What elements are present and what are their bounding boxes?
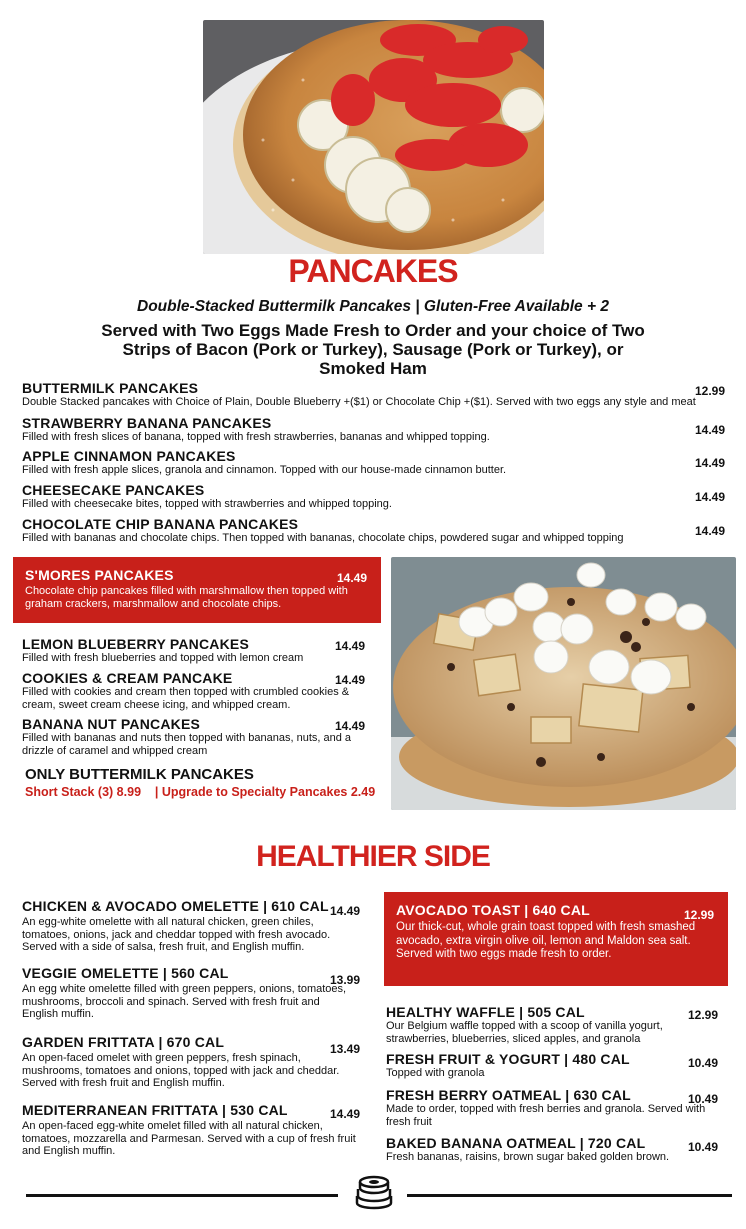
item-name: BAKED BANANA OATMEAL | 720 CAL xyxy=(386,1135,646,1151)
item-name: FRESH FRUIT & YOGURT | 480 CAL xyxy=(386,1051,630,1067)
item-price: 13.49 xyxy=(330,1042,361,1056)
item-description: Our Belgium waffle topped with a scoop of vanilla yogurt, strawberries, blueberries, sliced apples, and granola xyxy=(386,1020,663,1045)
menu-item xyxy=(22,1034,362,1094)
menu-item xyxy=(22,415,726,447)
pancakes-title: PANCAKES xyxy=(288,253,458,289)
item-price: 14.49 xyxy=(695,456,726,470)
item-name: CHICKEN & AVOCADO OMELETTE | 610 CAL xyxy=(22,898,329,914)
pancakes-subtitle: Double-Stacked Buttermilk Pancakes | Gluten-Free Available + 2 xyxy=(137,298,609,315)
item-name: AVOCADO TOAST | 640 CAL xyxy=(396,902,590,918)
item-description: Filled with cheesecake bites, topped with strawberries and whipped topping. xyxy=(22,498,392,510)
item-description: Topped with granola xyxy=(386,1067,485,1079)
item-description: Filled with fresh slices of banana, topped with fresh strawberries, bananas and whipped topping. xyxy=(22,431,490,443)
item-name: GARDEN FRITTATA | 670 CAL xyxy=(22,1034,225,1050)
item-name: CHEESECAKE PANCAKES xyxy=(22,482,205,498)
item-name: COOKIES & CREAM PANCAKE xyxy=(22,670,233,686)
only-buttermilk-name: ONLY BUTTERMILK PANCAKES xyxy=(25,766,254,783)
item-name: MEDITERRANEAN FRITTATA | 530 CAL xyxy=(22,1102,288,1118)
item-description: Our thick-cut, whole grain toast topped with fresh smashed avocado, extra virgin olive oil, lemon and Maldon sea salt. Served with two eggs made fresh to order. xyxy=(396,921,696,960)
item-description: Double Stacked pancakes with Choice of Plain, Double Blueberry +($1) or Chocolate Chip +($1). Served with two eggs any style and meat xyxy=(22,396,696,408)
item-price: 14.49 xyxy=(695,524,726,538)
item-name: APPLE CINNAMON PANCAKES xyxy=(22,448,236,464)
item-price: 13.99 xyxy=(330,973,361,987)
item-name: LEMON BLUEBERRY PANCAKES xyxy=(22,636,250,652)
item-price: 14.49 xyxy=(695,490,726,504)
item-name: FRESH BERRY OATMEAL | 630 CAL xyxy=(386,1087,631,1103)
item-description: An egg-white omelette with all natural chicken, green chiles, tomatoes, onions, jack and cheddar topped with fresh avocado. Served with a side of salsa, fresh fruit, and English muffin. xyxy=(22,916,331,953)
item-price: 10.49 xyxy=(688,1140,719,1154)
avocado-toast-box xyxy=(384,892,728,986)
pancake-stack-icon xyxy=(352,1174,396,1212)
menu-item xyxy=(22,448,726,480)
menu-item xyxy=(386,1087,721,1127)
item-price: 10.49 xyxy=(688,1092,719,1106)
menu-item xyxy=(386,1004,721,1044)
menu-item xyxy=(386,1135,721,1175)
menu-item xyxy=(22,965,362,1025)
item-description: Fresh bananas, raisins, brown sugar baked golden brown. xyxy=(386,1151,670,1163)
smores-pancakes-box xyxy=(13,557,381,623)
menu-item xyxy=(22,380,726,412)
item-price: 14.49 xyxy=(330,1107,361,1121)
pancakes-served-with: Served with Two Eggs Made Fresh to Order and your choice of Two Strips of Bacon (Pork or Turkey), Sausage (Pork or Turkey), or Smoked Ham xyxy=(101,321,645,378)
item-price: 14.49 xyxy=(695,423,726,437)
item-description: An open-faced egg-white omelet filled with all natural chicken, tomatoes, mozzarella and Parmesan. Served with a cup of fresh fruit and English muffin. xyxy=(22,1120,356,1157)
item-description: Filled with cookies and cream then topped with crumbled cookies & cream, sweet cream cheese icing, and whipped cream. xyxy=(22,686,350,711)
menu-item xyxy=(22,670,372,714)
item-name: CHOCOLATE CHIP BANANA PANCAKES xyxy=(22,516,299,532)
item-price: 14.49 xyxy=(335,639,366,653)
only-buttermilk-prices: Short Stack (3) 8.99 | Upgrade to Specialty Pancakes 2.49 xyxy=(25,785,376,799)
item-description: Filled with bananas and nuts then topped with bananas, nuts, and a drizzle of caramel and whipped cream xyxy=(22,732,352,757)
item-price: 12.99 xyxy=(684,908,715,922)
item-price: 10.49 xyxy=(688,1056,719,1070)
item-price: 12.99 xyxy=(688,1008,719,1022)
item-name: STRAWBERRY BANANA PANCAKES xyxy=(22,415,272,431)
item-description: Filled with fresh apple slices, granola and cinnamon. Topped with our house-made cinnamon butter. xyxy=(22,464,507,476)
smores-pancake-photo xyxy=(391,557,736,810)
item-price: 12.99 xyxy=(695,384,726,398)
item-description: An open-faced omelet with green peppers, fresh spinach, mushrooms, tomatoes and onions, topped with jack and cheddar. Served with fresh fruit and English muffin. xyxy=(22,1052,340,1089)
item-description: Filled with bananas and chocolate chips. Then topped with bananas, chocolate chips, powdered sugar and whipped topping xyxy=(22,532,624,544)
footer-divider-right xyxy=(407,1194,732,1197)
menu-item xyxy=(22,482,726,514)
item-description: Filled with fresh blueberries and topped with lemon cream xyxy=(22,652,304,664)
footer-divider-left xyxy=(26,1194,338,1197)
item-description: Chocolate chip pancakes filled with marshmallow then topped with graham crackers, marshmallow and chocolate chips. xyxy=(25,585,348,610)
item-name: VEGGIE OMELETTE | 560 CAL xyxy=(22,965,229,981)
item-name: BANANA NUT PANCAKES xyxy=(22,716,201,732)
strawberry-banana-pancake-photo xyxy=(203,20,544,254)
menu-item xyxy=(22,716,372,760)
item-price: 14.49 xyxy=(330,904,361,918)
item-name: BUTTERMILK PANCAKES xyxy=(22,380,199,396)
item-name: S'MORES PANCAKES xyxy=(25,567,174,583)
menu-item xyxy=(386,1051,721,1091)
healthier-side-title: HEALTHIER SIDE xyxy=(256,840,490,873)
menu-item xyxy=(22,1102,362,1162)
item-description: An egg white omelette filled with green peppers, onions, tomatoes, mushrooms, broccoli and spinach. Served with fresh fruit and English muffin. xyxy=(22,983,347,1020)
item-price: 14.49 xyxy=(335,719,366,733)
item-price: 14.49 xyxy=(335,673,366,687)
menu-item xyxy=(22,898,362,958)
item-price: 14.49 xyxy=(337,571,368,585)
item-name: HEALTHY WAFFLE | 505 CAL xyxy=(386,1004,585,1020)
item-description: Made to order, topped with fresh berries and granola. Served with fresh fruit xyxy=(386,1103,706,1128)
menu-item xyxy=(22,516,726,548)
